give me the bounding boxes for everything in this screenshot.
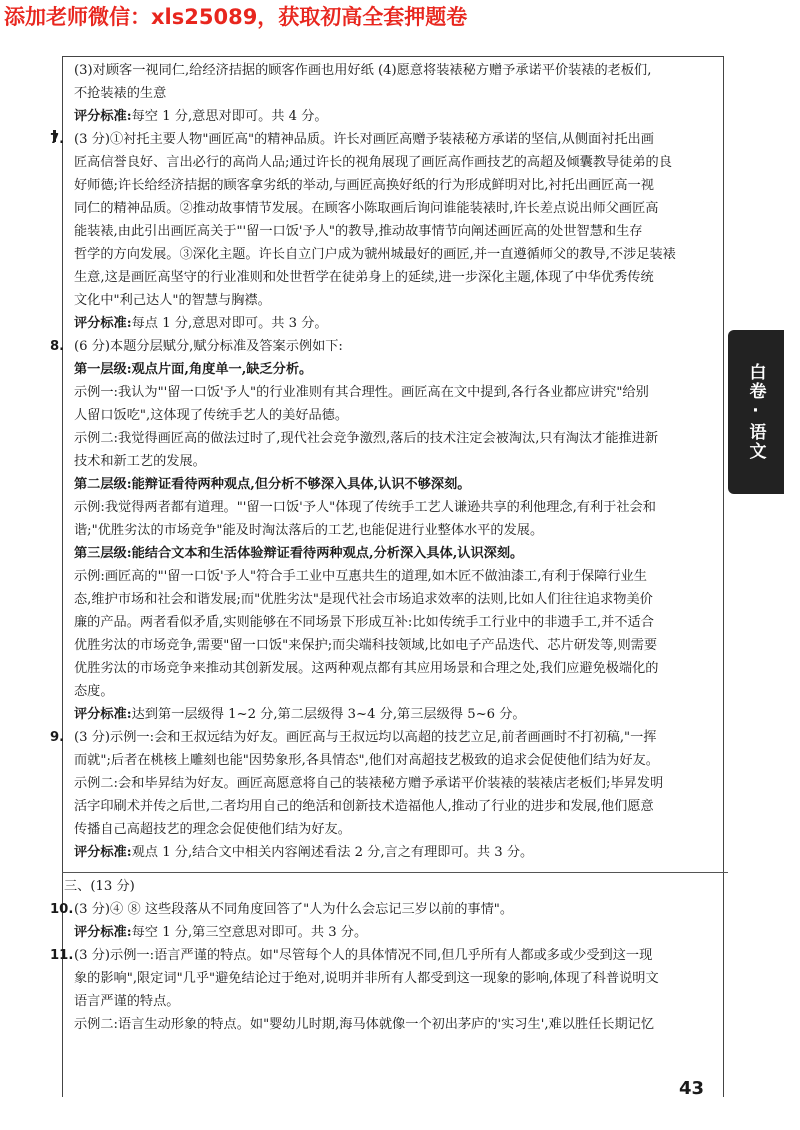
page-number: 43: [679, 1078, 705, 1099]
section-divider: [62, 872, 728, 873]
level-text: 第二层级:能辩证看待两种观点,但分析不够深入具体,认识不够深刻。: [74, 477, 471, 492]
scoring-line: [74, 703, 716, 726]
line-text: 每空 1 分,第三空意思对即可。共 3 分。: [131, 925, 368, 940]
line-text: (3 分)④ ⑧ 这些段落从不同角度回答了"人为什么会忘记三岁以前的事情"。: [74, 902, 514, 917]
answer-line: [74, 174, 716, 197]
line-text: 优胜劣汰的市场竞争来推动其创新发展。这两种观点都有其应用场景和合理之处,我们应避免极端化的: [74, 661, 659, 676]
line-text: (6 分)本题分层赋分,赋分标准及答案示例如下:: [74, 339, 343, 354]
line-text: 匠高信誉良好、言出必行的高尚人品;通过许长的视角展现了画匠高作画技艺的高超及倾囊教导徒弟的良: [74, 155, 672, 170]
answer-line: [74, 611, 716, 634]
line-text: (3 分)示例一:语言严谨的特点。如"尽管每个人的具体情况不同,但几乎所有人都或多或少受到这一现: [74, 948, 653, 963]
answer-line: [74, 795, 716, 818]
promo-banner: 添加老师微信：xls25089，获取初高全套押题卷: [4, 5, 468, 29]
question-number: 8.: [50, 339, 65, 354]
line-text: 示例:我觉得两者都有道理。"'留一口饭'予人"体现了传统手工艺人谦逊共享的利他理念,有利于社会和: [74, 500, 656, 515]
line-text: 示例:画匠高的"'留一口饭'予人"符合手工业中互惠共生的道理,如木匠不做油漆工,有利于保障行业生: [74, 569, 647, 584]
line-text: 谐;"优胜劣汰的市场竞争"能及时淘汰落后的工艺,也能促进行业整体水平的发展。: [74, 523, 544, 538]
answer-line: [74, 427, 716, 450]
line-text: 生意,这是画匠高坚守的行业准则和处世哲学在徒弟身上的延续,进一步深化主题,体现了中华优秀传统: [74, 270, 654, 285]
question-number: 7.: [50, 132, 65, 147]
answer-content: [50, 59, 716, 1036]
answer-line: [74, 749, 716, 772]
answer-line: [74, 772, 716, 795]
answer-line: [74, 588, 716, 611]
answer-line: [74, 59, 716, 82]
line-text: 态,维护市场和社会和谐发展;而"优胜劣汰"是现代社会市场追求效率的法则,比如人们往往追求物美价: [74, 592, 653, 607]
answer-line: [64, 875, 716, 898]
level-heading: [74, 473, 716, 496]
answer-line: [74, 634, 716, 657]
answer-line: [74, 1013, 716, 1036]
line-text: 示例二:会和毕昇结为好友。画匠高愿意将自己的装裱秘方赠予承诺平价装裱的装裱店老板们;毕昇发明: [74, 776, 664, 791]
answer-line: [74, 266, 716, 289]
side-tab: 白卷·语文: [728, 330, 784, 494]
line-text: 优胜劣汰的市场竞争,需要"留一口饭"来保护;而尖端科技领域,比如电子产品迭代、芯片研发等,则需要: [74, 638, 658, 653]
answer-line: [74, 289, 716, 312]
scoring-label: 评分标准:: [74, 109, 132, 124]
scoring-line: [74, 921, 716, 944]
question-number: 9.: [50, 730, 65, 745]
answer-line: [74, 220, 716, 243]
line-text: 示例二:我觉得画匠高的做法过时了,现代社会竞争激烈,落后的技术注定会被淘汰,只有淘汰才能推进新: [74, 431, 659, 446]
line-text: 廉的产品。两者看似矛盾,实则能够在不同场景下形成互补:比如传统手工行业中的非遗手工,并不适合: [74, 615, 654, 630]
answer-line: [74, 818, 716, 841]
level-text: 第一层级:观点片面,角度单一,缺乏分析。: [74, 362, 313, 377]
line-text: 象的影响",限定词"几乎"避免结论过于绝对,说明并非所有人都受到这一现象的影响,体现了科普说明文: [74, 971, 659, 986]
line-text: 人留口饭吃",这体现了传统手艺人的美好品德。: [74, 408, 349, 423]
line-text: 文化中"利己达人"的智慧与胸襟。: [74, 293, 271, 308]
line-text: (3 分)①衬托主要人物"画匠高"的精神品质。许长对画匠高赠予装裱秘方承诺的坚信,从侧面衬托出画: [74, 132, 654, 147]
question-8-line: [50, 335, 716, 358]
scoring-line: [74, 312, 716, 335]
line-text: 示例二:语言生动形象的特点。如"婴幼儿时期,海马体就像一个初出茅庐的'实习生',难以胜任长期记忆: [74, 1017, 655, 1032]
answer-line: [74, 243, 716, 266]
line-text: (3)对顾客一视同仁,给经济拮据的顾客作画也用好纸 (4)愿意将装裱秘方赠予承诺平价装裱的老板们,: [74, 63, 652, 78]
line-text: 技术和新工艺的发展。: [74, 454, 206, 469]
question-9-line: [50, 726, 716, 749]
answer-line: [74, 519, 716, 542]
answer-line: [74, 450, 716, 473]
line-text: 活字印刷术并传之后世,二者均用自己的绝活和创新技术造福他人,推动了行业的进步和发展,他们愿意: [74, 799, 654, 814]
line-text: 传播自己高超技艺的理念会促使他们结为好友。: [74, 822, 351, 837]
scoring-label: 评分标准:: [74, 845, 132, 860]
line-text: (3 分)示例一:会和王叔远结为好友。画匠高与王叔远均以高超的技艺立足,前者画画时不打初稿,"一挥: [74, 730, 657, 745]
line-text: 而就";后者在桃核上雕刻也能"因势象形,各具情态",他们对高超技艺极致的追求会促使他们结为好友。: [74, 753, 659, 768]
answer-line: [74, 967, 716, 990]
line-text: 态度。: [74, 684, 114, 699]
answer-line: [74, 197, 716, 220]
answer-line: [74, 151, 716, 174]
answer-line: [74, 496, 716, 519]
scoring-label: 评分标准:: [74, 316, 132, 331]
scoring-label: 评分标准:: [74, 707, 132, 722]
level-heading: [74, 542, 716, 565]
line-text: 示例一:我认为"'留一口饭'予人"的行业准则有其合理性。画匠高在文中提到,各行各业都应讲究"给别: [74, 385, 649, 400]
answer-line: [74, 381, 716, 404]
scoring-line: [74, 841, 716, 864]
line-text: 三、(13 分): [64, 879, 135, 894]
level-text: 第三层级:能结合文本和生活体验辩证看待两种观点,分析深入具体,认识深刻。: [74, 546, 524, 561]
answer-line: [74, 657, 716, 680]
line-text: 哲学的方向发展。③深化主题。许长自立门户成为虢州城最好的画匠,并一直遵循师父的教导,不涉足装裱: [74, 247, 676, 262]
line-text: 同仁的精神品质。②推动故事情节发展。在顾客小陈取画后询问谁能装裱时,许长差点说出师父画匠高: [74, 201, 659, 216]
level-heading: [74, 358, 716, 381]
line-text: 语言严谨的特点。: [74, 994, 180, 1009]
answer-line: [74, 565, 716, 588]
answer-line: [74, 404, 716, 427]
question-11-line: [50, 944, 716, 967]
question-number: 10.: [50, 902, 74, 917]
question-10-line: [50, 898, 716, 921]
line-text: 每点 1 分,意思对即可。共 3 分。: [131, 316, 328, 331]
scoring-line: [74, 105, 716, 128]
line-text: 能装裱,由此引出画匠高关于"'留一口饭'予人"的教导,推动故事情节向阐述画匠高的处世智慧和生存: [74, 224, 643, 239]
line-text: 不抢装裱的生意: [74, 86, 167, 101]
scoring-label: 评分标准:: [74, 925, 132, 940]
answer-line: [74, 680, 716, 703]
line-text: 达到第一层级得 1~2 分,第二层级得 3~4 分,第三层级得 5~6 分。: [131, 707, 526, 722]
question-7-line: [50, 128, 716, 151]
line-text: 观点 1 分,结合文中相关内容阐述看法 2 分,言之有理即可。共 3 分。: [131, 845, 534, 860]
line-text: 每空 1 分,意思对即可。共 4 分。: [131, 109, 328, 124]
question-number: 11.: [50, 948, 74, 963]
line-text: 好师德;许长给经济拮据的顾客拿劣纸的举动,与画匠高换好纸的行为形成鲜明对比,衬托出画匠高一视: [74, 178, 654, 193]
answer-line: [74, 990, 716, 1013]
answer-line: [74, 82, 716, 105]
